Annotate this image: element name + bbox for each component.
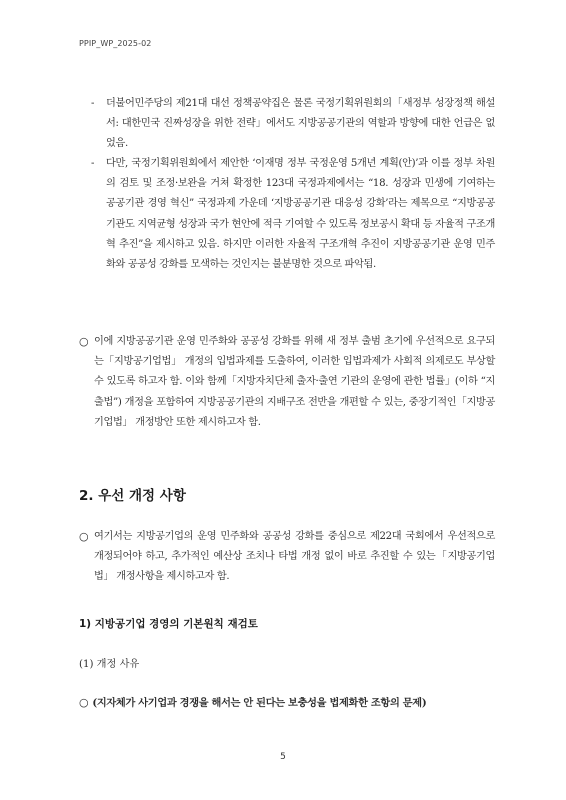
bold-item: [79, 694, 499, 709]
subsection-title: 1) 지방공기업 경영의 기본원칙 재검토: [79, 618, 258, 630]
circle-bullet: ○: [79, 696, 89, 709]
dash-bullet: -: [91, 98, 95, 109]
page-number: 5: [280, 752, 286, 762]
paragraph-item: [79, 332, 495, 433]
bold-item-text: (지자체가 사기업과 경쟁을 해서는 안 된다는 보충성을 법제화한 조항의 문제): [92, 697, 427, 709]
list-item: [91, 154, 495, 275]
circle-bullet: ○: [79, 530, 89, 543]
paragraph-text: 여기서는 지방공기업의 운영 민주화와 공공성 강화를 중심으로 제22대 국회에서 우선적으로 개정되어야 하고, 추가적인 예산상 조치나 타법 개정 없이 바로 추진할 수 있는「지방공기업법」 개정사항을 제시하고자 함.: [94, 531, 495, 583]
subsubsection-title: (1) 개정 사유: [79, 659, 140, 670]
list-item-text: 더불어민주당의 제21대 대선 정책공약집은 물론 국정기획위원회의「새정부 성장정책 해설서: 대한민국 진짜성장을 위한 전략」에서도 지방공공기관의 역할과 방향에 대한 언급은 없었음.: [106, 98, 495, 150]
section-title: 2. 우선 개정 사항: [79, 488, 186, 504]
dash-bullet: -: [91, 158, 95, 169]
list-item-text: 다만, 국정기획위원회에서 제안한 ‘이재명 정부 국정운영 5개년 계획(안)’과 이를 정부 차원의 검토 및 조정·보완을 거쳐 확정한 123대 국정과제에서는 “18. 성장과 민생에 기여하는 공공기관 경영 혁신” 국정과제 가운데 ‘지방공공기관 대응성 강화’라는 제목으로 “지방공공기관도 지역균형 성장과 국가 현안에 적극 기여할 수 있도록 정보공시 확대 등 자율적 구조개혁 추진”을 제시하고 있음. 하지만 이러한 자율적 구조개혁 추진이 지방공공기관 운영 민주화와 공공성 강화를 모색하는 것인지는 불분명한 것으로 파악됨.: [106, 158, 495, 271]
circle-bullet: ○: [79, 335, 89, 348]
list-item: [91, 94, 495, 155]
document-header-id: PPIP_WP_2025-02: [79, 39, 152, 48]
paragraph-text: 이에 지방공공기관 운영 민주화와 공공성 강화를 위해 새 정부 출범 초기에 우선적으로 요구되는「지방공기업법」 개정의 입법과제를 도출하여, 이러한 입법과제가 사회적 의제로도 부상할 수 있도록 하고자 함. 이와 함께「지방자치단체 출자·출연 기관의 운영에 관한 법률」(이하 “지출법”) 개정을 포함하여 지방공공기관의 지배구조 전반을 개편할 수 있는, 중장기적인「지방공기업법」 개정방안 또한 제시하고자 함.: [94, 336, 495, 428]
paragraph-item: [79, 527, 495, 588]
